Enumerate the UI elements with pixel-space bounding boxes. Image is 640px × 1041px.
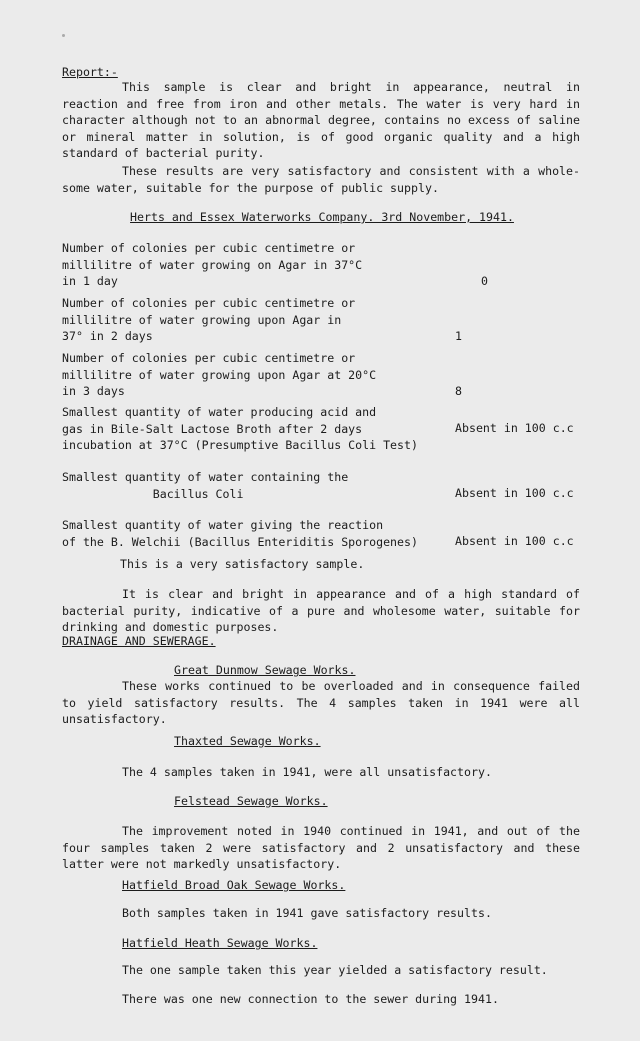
result-row (62, 469, 582, 502)
result-value: 8 (455, 384, 462, 398)
section-title: Hatfield Heath Sewage Works. (122, 936, 318, 950)
result-label: Bacillus Coli (62, 486, 244, 501)
section-text: The 4 samples taken in 1941, were all unsatisfactory. (122, 765, 492, 779)
section-text: Both samples taken in 1941 gave satisfactory results. (122, 906, 492, 920)
result-label: Number of colonies per cubic centimetre or (62, 296, 356, 310)
section-text: The one sample taken this year yielded a satisfactory result. (122, 963, 548, 977)
result-label: millilitre of water growing upon Agar in (62, 312, 342, 327)
summary-paragraph: It is clear and bright in appearance and of a high standard of bacterial purity, indicative of a pure and wholesome water, suitable for drinking and domestic purposes. (62, 587, 580, 634)
report-heading: Report:- (62, 65, 118, 79)
satisfactory-line: This is a very satisfactory sample. (120, 557, 365, 571)
section-text: The improvement noted in 1940 continued in 1941, and out of the four samples taken 2 were satisfactory and 2 unsatisfactory and these latter were not markedly unsatisfactory. (62, 824, 580, 871)
result-label: in 3 days (62, 384, 125, 398)
result-row (62, 295, 582, 345)
result-label: Number of colonies per cubic centimetre or (62, 241, 356, 255)
result-label: Smallest quantity of water containing the (62, 470, 349, 484)
report-paragraph-2: These results are very satisfactory and consistent with a whole-some water, suitable for the purpose of public supply. (62, 164, 580, 195)
result-value: 1 (455, 329, 462, 343)
result-label: of the B. Welchii (Bacillus Enteriditis Sporogenes) (62, 534, 418, 549)
report-paragraph-1: This sample is clear and bright in appearance, neutral in reaction and free from iron and other metals. The water is very hard in character although not to an abnormal degree, contains no excess of saline or mineral matter in solution, is of good organic quality and a high standard of bacterial purity. (62, 80, 580, 160)
result-value: 0 (481, 274, 488, 288)
result-value: Absent in 100 c.c (455, 421, 574, 435)
result-label: Number of colonies per cubic centimetre or (62, 351, 356, 365)
section-title: Great Dunmow Sewage Works. (174, 663, 356, 677)
section-title: Thaxted Sewage Works. (174, 734, 321, 748)
result-label: in 1 day (62, 274, 118, 288)
result-row (62, 517, 582, 550)
result-label: millilitre of water growing on Agar in 37°C (62, 257, 363, 272)
result-label: Smallest quantity of water giving the reaction (62, 518, 384, 532)
result-label: 37° in 2 days (62, 329, 153, 343)
result-row (62, 350, 582, 400)
result-label: incubation at 37°C (Presumptive Bacillus Coli Test) (62, 438, 418, 452)
result-row (62, 240, 582, 290)
company-heading: Herts and Essex Waterworks Company. 3rd November, 1941. (130, 210, 514, 224)
result-value: Absent in 100 c.c (455, 534, 574, 548)
section-title: Felstead Sewage Works. (174, 794, 328, 808)
result-label: millilitre of water growing upon Agar at 20°C (62, 367, 377, 382)
result-row (62, 404, 582, 454)
page-mark (62, 34, 65, 37)
section-title: Hatfield Broad Oak Sewage Works. (122, 878, 346, 892)
result-value: Absent in 100 c.c (455, 486, 574, 500)
result-label: gas in Bile-Salt Lactose Broth after 2 days (62, 421, 363, 436)
section-text: These works continued to be overloaded and in consequence failed to yield satisfactory results. The 4 samples taken in 1941 were all unsatisfactory. (62, 679, 580, 726)
result-label: Smallest quantity of water producing acid and (62, 405, 377, 419)
drainage-heading: DRAINAGE AND SEWERAGE. (62, 634, 216, 648)
closing-line: There was one new connection to the sewer during 1941. (122, 992, 499, 1006)
